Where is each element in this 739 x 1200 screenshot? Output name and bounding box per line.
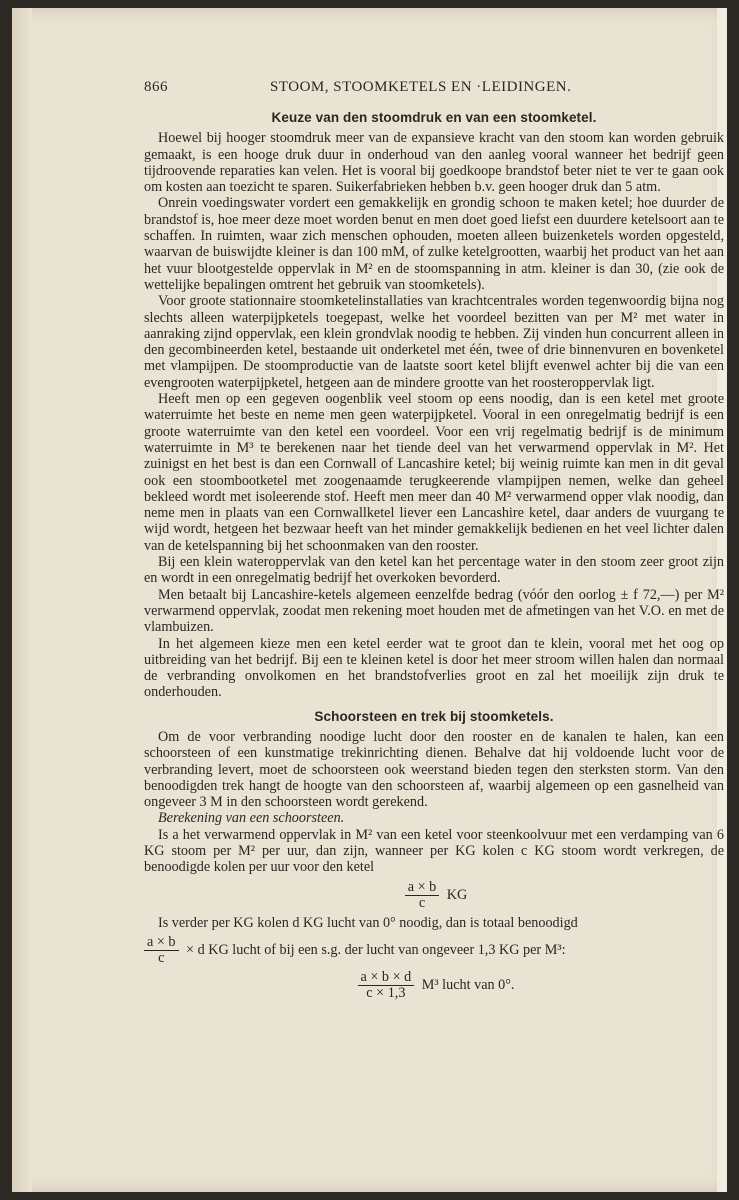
formula-volume [144,970,724,1001]
page-body [144,110,724,1005]
fraction-numerator: a × b [405,880,440,896]
page-number: 866 [144,79,168,95]
paragraph: Is verder per KG kolen d KG lucht van 0° noodig, dan is totaal benoodigd [158,914,578,931]
paragraph: Voor groote stationnaire stoomketelinstallaties van krachtcentrales worden tegenwoordig bijna nog slechts alleen waterpijpketels toegepast, welke het voordeel bezitten van per M² met water in aanraking zijnd oppervlak, een klein grondvlak noodig te hebben. Zij vinden hun concurrent alleen in den gecombineerden ketel, bestaande uit onderketel met één, twee of drie binnenvuren en bovenketel met vlampijpen. De stoomproductie van de laatste soort ketel blijft evenwel achter bij die van een evengrooten waterpijpketel, hetgeen aan de mindere grootte van het roosteroppervlak ligt. [144,293,724,391]
subheading-berekening: Berekening van een schoorsteen. [158,810,345,827]
fraction [358,970,415,1001]
formula-unit: M³ lucht van 0°. [421,976,515,993]
paragraph: Is a het verwarmend oppervlak in M² van een ketel voor steenkoolvuur met een verdamping van 6 KG stoom per M² per uur, dan zijn, wanneer per KG kolen c KG stoom wordt verkregen, de benoodigde kolen per uur voor den ketel [144,826,724,876]
paragraph: Men betaalt bij Lancashire-ketels algemeen eenzelfde bedrag (vóór den oorlog ± f 72,—) per M² verwarmend oppervlak, zoodat men rekening moet houden met de afmetingen van het V.O. en met de vlambuizen. [144,586,724,636]
fraction-numerator: a × b [144,935,179,951]
fraction [405,880,440,911]
paragraph: Hoewel bij hooger stoomdruk meer van de expansieve kracht van den stoom kan worden gebruik gemaakt, is een hooge druk duur in onderhoud van den aanleg vooral wanneer het bedrijf geen tijdroovende reparaties kan velen. Het is vooral bij goedkoope brandstof beter niet te ver te gaan ook om kosten aan toezicht te sparen. Suikerfabrieken hebben b.v. geen hooger druk dan 5 atm. [144,130,724,196]
fraction-numerator: a × b × d [358,970,415,986]
page-binding-edge [12,8,32,1192]
section-heading-schoorsteen: Schoorsteen en trek bij stoomketels. [314,708,554,724]
formula-kolen [144,880,724,911]
paragraph: In het algemeen kieze men een ketel eerder wat te groot dan te klein, vooral met het oog op uitbreiding van het bedrijf. Bij een te kleinen ketel is door het meer stroom willen halen dan normaal de verbranding onvolkomen en het brandstofverlies groot en zal het moeilijk zijn druk te onderhouden. [144,635,724,701]
section-heading-stoomdruk: Keuze van den stoomdruk en van een stoomketel. [271,110,597,125]
paragraph: Bij een klein wateroppervlak van den ketel kan het percentage water in den stoom zeer groot zijn en wordt in een onregelmatig bedrijf het overkoken bevorderd. [144,554,724,587]
paragraph: Onrein voedingswater vordert een gemakkelijk en grondig schoon te maken ketel; hoe duurder de brandstof is, hoe meer deze moet worden benut en men doet goed liefst een duurdere ketelsoort aan te schaffen. In ruimten, waar zich menschen ophouden, moeten alleen buizenketels worden opgesteld, waarvan de buiswijdte kleiner is dan 100 mM, of zulke ketelgrootten, waarbij het product van het aan het vuur blootgestelde oppervlak in M² en de stoomspanning in atm. kleiner is dan 30, (zie ook de wettelijke bepalingen omtrent het gebruik van stoomketels). [144,195,724,293]
formula-lucht [144,935,724,966]
fraction-denominator: c [158,949,165,966]
paragraph: Heeft men op een gegeven oogenblik veel stoom op eens noodig, dan is een ketel met groote waterruimte het beste en neme men geen waterpijpketel. Vooral in een onregelmatig bedrijf is een groote waterruimte van den ketel een voordeel. Voor een vrij regelmatig bedrijf is de minimum waterruimte in M³ te berekenen naar het tiende deel van het verwarmend oppervlak in M². Het zuinigst en het best is dan een Cornwall of Lancashire ketel; bij weinig ruimte kan men in dit geval ook een stoombootketel met zoogenaamde terugkeerende vlampijpen nemen, welke dan geheel bekleed wordt met isoleerende stof. Heeft men meer dan 40 M² verwarmend opper vlak noodig, dan neme men in plaats van een Cornwallketel liever een Lancashire ketel, daar anders de vuurgang te wijd wordt, hetgeen het bezwaar heeft van het minder gemakkelijk bedienen en het veel lichter dalen van de ketelspanning bij het schoonmaken van den rooster. [144,391,724,554]
paragraph: Om de voor verbranding noodige lucht door den rooster en de kanalen te halen, kan een schoorsteen of een kunstmatige trekinrichting dienen. Behalve dat hij voldoende lucht voor de verbranding levert, moet de schoorsteen ook weerstand bieden tegen den sterksten storm. Van den benoodigden trek hangt de hoogte van den schoorsteen af, waarbij algemeen op een gasnelheid van ongeveer 3 M in den schoorsteen wordt gerekend. [144,728,724,811]
fraction-denominator: c × 1,3 [366,984,406,1001]
formula-text: × d KG lucht of bij een s.g. der lucht van ongeveer 1,3 KG per M³: [186,941,566,958]
fraction [144,935,179,966]
running-title: STOOM, STOOMKETELS EN ·LEIDINGEN. [270,79,572,95]
formula-unit: KG [446,886,468,903]
book-page [12,8,727,1192]
fraction-denominator: c [418,894,426,911]
